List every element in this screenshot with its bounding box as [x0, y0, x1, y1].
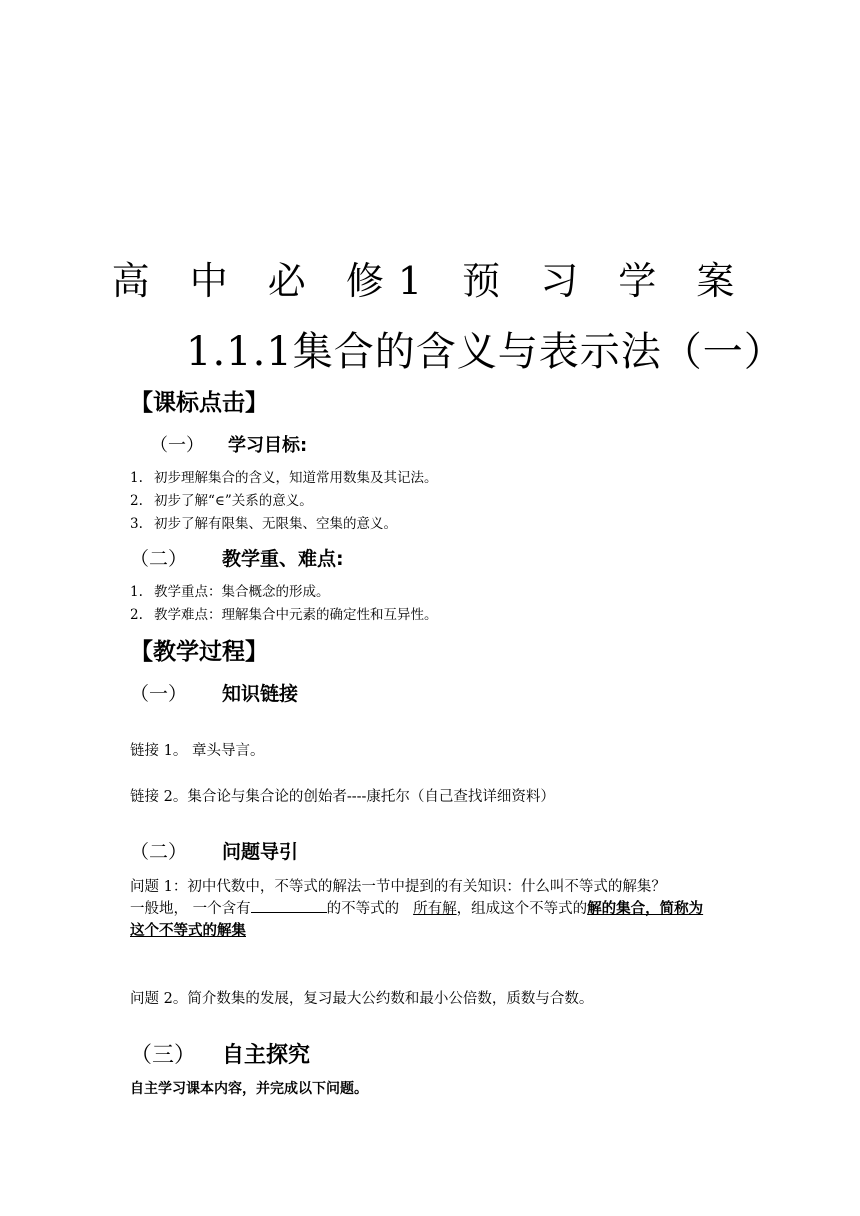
subheading-number: （二）: [130, 548, 188, 570]
link-2: 链接 2。集合论与集合论的创始者----康托尔（自己查找详细资料）: [130, 789, 555, 805]
subheading-questions: [130, 837, 298, 864]
key-point-item: [130, 603, 438, 623]
question-1-answer-cont: [130, 919, 246, 940]
item-number: 2.: [130, 493, 143, 509]
item-number: 1.: [130, 470, 143, 486]
answer-text: 一般地， 一个含有: [130, 901, 251, 917]
underlined-text: 所有解: [413, 901, 457, 917]
page-title: 高 中 必 修1 预 习 学 案: [111, 259, 749, 303]
subheading-label: 学习目标:: [228, 435, 308, 456]
lesson-subtitle: 1.1.1集合的含义与表示法（一）: [186, 329, 785, 375]
answer-text: ，组成这个不等式的: [456, 901, 588, 917]
subheading-label: 问题导引: [222, 841, 299, 863]
answer-text: 的不等式的: [326, 901, 400, 917]
goal-item: [130, 489, 313, 509]
item-text: 初步理解集合的含义，知道常用数集及其记法。: [154, 470, 438, 486]
question-2: 问题 2。简介数集的发展，复习最大公约数和最小公倍数，质数与合数。: [130, 991, 594, 1007]
subheading-goals: [150, 431, 307, 457]
underlined-bold-text: 这个不等式的解集: [130, 922, 246, 939]
question-1-answer-line: [130, 897, 703, 918]
item-number: 2.: [130, 607, 143, 623]
question-1: 问题 1：初中代数中，不等式的解法一节中提到的有关知识：什么叫不等式的解集？: [130, 879, 666, 895]
item-number: 3.: [130, 516, 143, 532]
underlined-bold-text: 解的集合，简称为: [587, 900, 704, 917]
link-1: 链接 1。 章头导言。: [130, 743, 265, 759]
fill-blank[interactable]: [251, 900, 327, 913]
item-number: 1.: [130, 584, 143, 600]
subheading-label: 知识链接: [222, 683, 299, 705]
explore-instruction: 自主学习课本内容，并完成以下问题。: [130, 1081, 368, 1097]
subheading-key-points: [130, 544, 344, 571]
subheading-number: （二）: [130, 841, 188, 863]
item-text: 教学重点：集合概念的形成。: [154, 584, 330, 600]
section-heading-process: 【教学过程】: [130, 639, 268, 665]
section-heading-curriculum: 【课标点击】: [130, 390, 268, 416]
goal-item: [130, 466, 438, 486]
subheading-number: （三）: [130, 1043, 197, 1068]
subheading-links: [130, 679, 298, 706]
goal-item: [130, 512, 397, 532]
subheading-explore: [130, 1038, 310, 1069]
subheading-number: （一）: [130, 683, 188, 705]
item-text: 教学难点：理解集合中元素的确定性和互异性。: [154, 607, 438, 623]
subheading-label: 教学重、难点:: [222, 548, 344, 570]
subheading-number: （一）: [150, 435, 204, 456]
item-text: 初步了解“∈”关系的意义。: [154, 493, 313, 509]
item-text: 初步了解有限集、无限集、空集的意义。: [154, 516, 397, 532]
subheading-label: 自主探究: [222, 1043, 311, 1068]
key-point-item: [130, 580, 330, 600]
